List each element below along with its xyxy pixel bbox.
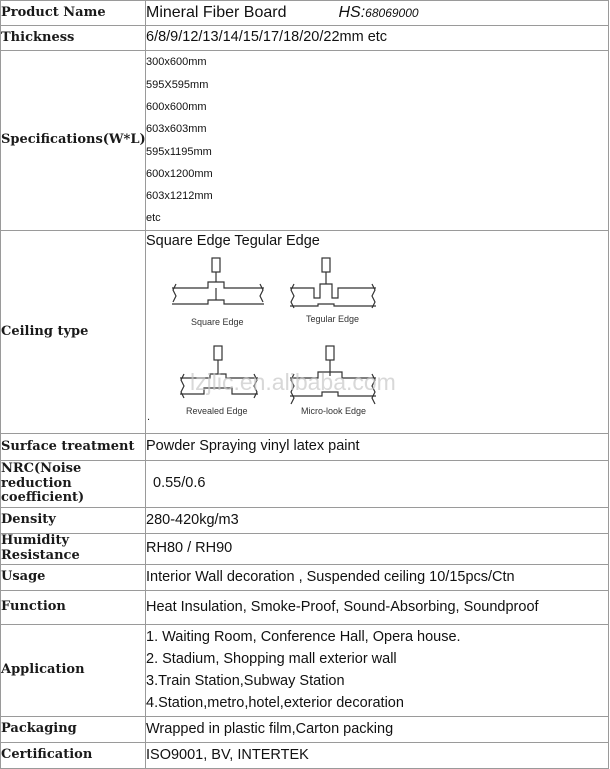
- row-usage: [1, 564, 609, 590]
- application-cell: [146, 624, 609, 716]
- certification-label: Certification: [1, 742, 146, 768]
- watermark-text: lzjlic.en.alibaba.com: [190, 369, 396, 396]
- thickness-value: 6/8/9/12/13/14/15/17/18/20/22mm etc: [146, 26, 609, 51]
- row-product-name: [1, 1, 609, 26]
- surface-treatment-value: Powder Spraying vinyl latex paint: [146, 434, 609, 461]
- specifications-label: Specifications(W*L): [1, 51, 146, 231]
- row-specifications: [1, 51, 609, 231]
- specifications-cell: [146, 51, 609, 231]
- row-density: [1, 508, 609, 534]
- row-humidity: [1, 534, 609, 565]
- humidity-value: RH80 / RH90: [146, 534, 609, 565]
- thickness-label: Thickness: [1, 26, 146, 51]
- row-ceiling-type: [1, 231, 609, 434]
- edge-diagrams: [146, 254, 416, 424]
- row-application: [1, 624, 609, 716]
- ceiling-type-value: Square Edge Tegular Edge: [146, 233, 320, 249]
- application-item-2: 3.Train Station,Subway Station: [146, 673, 345, 690]
- application-item-1: 2. Stadium, Shopping mall exterior wall: [146, 651, 397, 668]
- surface-treatment-label: Surface treatment: [1, 434, 146, 461]
- function-label: Function: [1, 590, 146, 624]
- ceiling-type-cell: [146, 231, 609, 434]
- spec-size-0: 300x600mm: [146, 56, 207, 69]
- row-nrc: [1, 461, 609, 508]
- stray-dot: .: [147, 411, 151, 424]
- tegular-edge-caption: Tegular Edge: [306, 314, 360, 325]
- row-surface-treatment: [1, 434, 609, 461]
- nrc-value: 0.55/0.6: [146, 461, 609, 508]
- tegular-edge-diagram: [290, 258, 376, 308]
- spec-size-6: 603x1212mm: [146, 190, 213, 203]
- microlook-edge-caption: Micro-look Edge: [301, 406, 367, 417]
- spec-size-7: etc: [146, 212, 161, 225]
- product-name-value: Mineral Fiber Board: [146, 4, 287, 22]
- usage-value: Interior Wall decoration , Suspended ceiling 10/15pcs/Ctn: [146, 564, 609, 590]
- usage-label: Usage: [1, 564, 146, 590]
- nrc-label: NRC(Noise reduction coefficient): [1, 461, 146, 508]
- row-function: [1, 590, 609, 624]
- product-name-cell: [146, 1, 609, 26]
- ceiling-type-label: Ceiling type: [1, 231, 146, 434]
- spec-size-4: 595x1195mm: [146, 145, 212, 158]
- product-name-label: Product Name: [1, 1, 146, 26]
- humidity-label: Humidity Resistance: [1, 534, 146, 565]
- density-value: 280-420kg/m3: [146, 508, 609, 534]
- row-certification: [1, 742, 609, 768]
- spec-size-3: 603x603mm: [146, 123, 207, 136]
- hs-label: HS:: [338, 4, 366, 22]
- spec-size-1: 595X595mm: [146, 78, 209, 91]
- function-value: Heat Insulation, Smoke-Proof, Sound-Absorbing, Soundproof: [146, 590, 609, 624]
- packaging-label: Packaging: [1, 716, 146, 742]
- row-packaging: [1, 716, 609, 742]
- square-edge-caption: Square Edge: [191, 317, 244, 328]
- hs-code: 68069000: [365, 6, 419, 21]
- square-edge-diagram: [172, 258, 264, 304]
- row-thickness: [1, 26, 609, 51]
- application-item-3: 4.Station,metro,hotel,exterior decoration: [146, 695, 404, 712]
- application-label: Application: [1, 624, 146, 716]
- revealed-edge-caption: Revealed Edge: [186, 406, 248, 417]
- density-label: Density: [1, 508, 146, 534]
- spec-size-5: 600x1200mm: [146, 167, 213, 180]
- packaging-value: Wrapped in plastic film,Carton packing: [146, 716, 609, 742]
- spec-size-2: 600x600mm: [146, 100, 207, 113]
- application-item-0: 1. Waiting Room, Conference Hall, Opera house.: [146, 629, 461, 646]
- certification-value: ISO9001, BV, INTERTEK: [146, 742, 609, 768]
